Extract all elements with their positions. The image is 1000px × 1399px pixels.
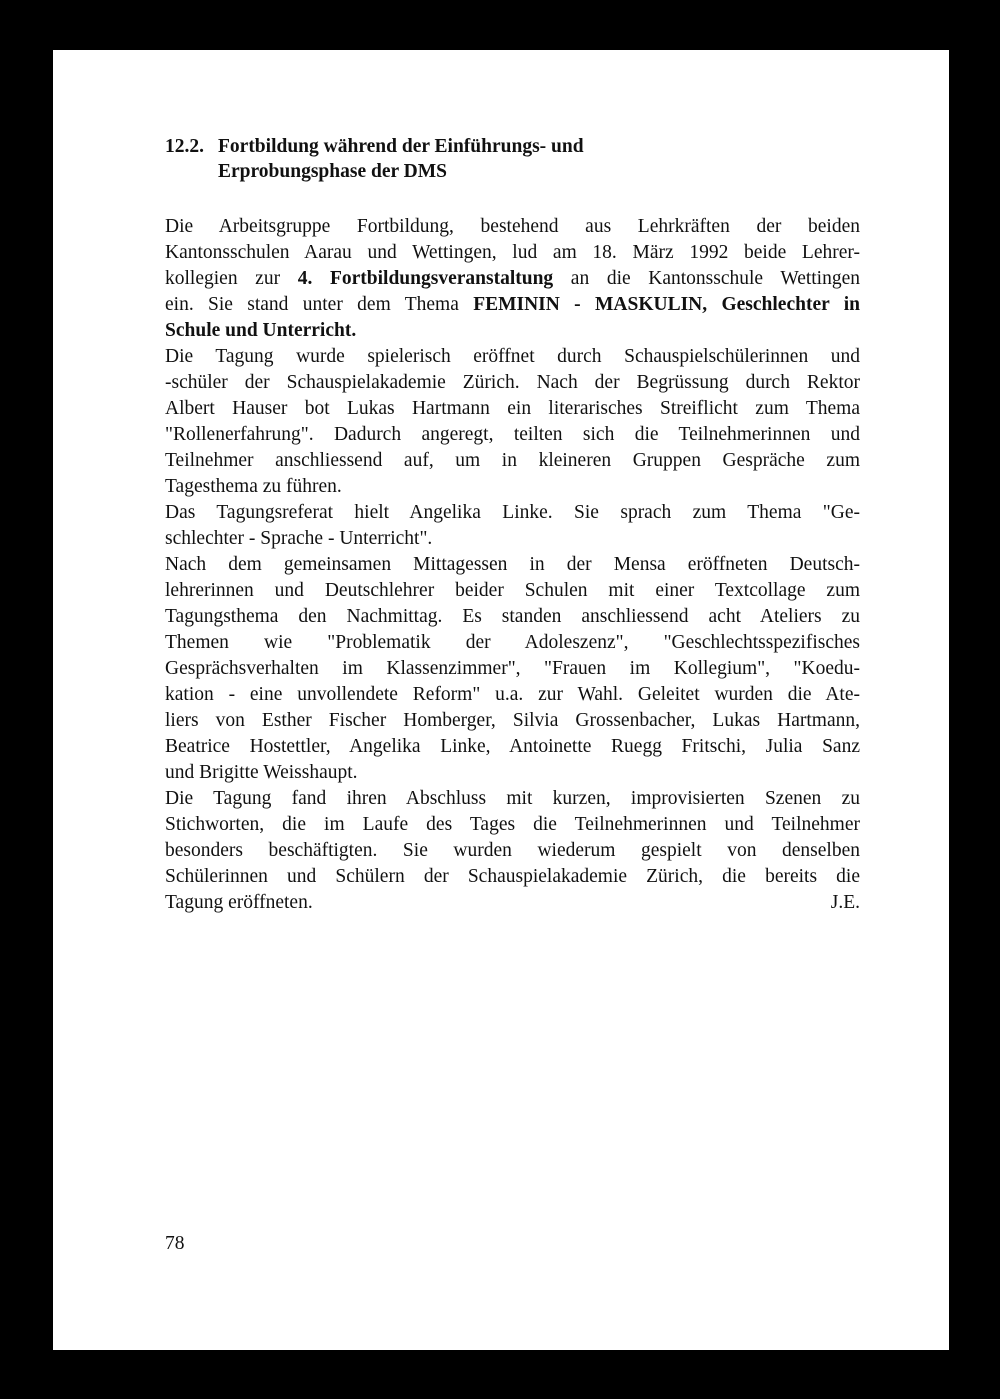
text-line: Tagesthema zu führen. xyxy=(165,476,342,497)
text-line: und Brigitte Weisshaupt. xyxy=(165,762,358,783)
text-line: lehrerinnen und Deutschlehrer beider Schulen mit einer Textcollage zum xyxy=(165,580,860,601)
text-line: Gesprächsverhalten im Klassenzimmer", "Frauen im Kollegium", "Koedu- xyxy=(165,658,860,679)
text-line: Teilnehmer anschliessend auf, um in kleineren Gruppen Gespräche zum xyxy=(165,450,860,471)
document-page xyxy=(53,50,949,1350)
text-line: Die Tagung wurde spielerisch eröffnet durch Schauspielschülerinnen und xyxy=(165,346,860,367)
section-number: 12.2. xyxy=(165,136,204,157)
text-line: Schülerinnen und Schülern der Schauspielakademie Zürich, die bereits die xyxy=(165,866,860,887)
text-line: kation - eine unvollendete Reform" u.a. zur Wahl. Geleitet wurden die Ate- xyxy=(165,684,860,705)
text-line: Beatrice Hostettler, Angelika Linke, Antoinette Ruegg Fritschi, Julia Sanz xyxy=(165,736,860,757)
text-line xyxy=(165,266,860,292)
text-line: Themen wie "Problematik der Adoleszenz", "Geschlechtsspezifisches xyxy=(165,632,860,653)
text-line: Die Tagung fand ihren Abschluss mit kurzen, improvisierten Szenen zu xyxy=(165,788,860,809)
text-line: Albert Hauser bot Lukas Hartmann ein literarisches Streiflicht zum Thema xyxy=(165,398,860,419)
theme-title-cont: Schule und Unterricht. xyxy=(165,320,357,341)
text-run: Tagung eröffneten. xyxy=(165,892,313,913)
text-line: schlechter - Sprache - Unterricht". xyxy=(165,528,433,549)
text-line: "Rollenerfahrung". Dadurch angeregt, teilten sich die Teilnehmerinnen und xyxy=(165,424,860,445)
page-number: 78 xyxy=(165,1233,185,1254)
text-line xyxy=(165,292,860,318)
text-line: -schüler der Schauspielakademie Zürich. Nach der Begrüssung durch Rektor xyxy=(165,372,860,393)
text-line: Nach dem gemeinsamen Mittagessen in der Mensa eröffneten Deutsch- xyxy=(165,554,860,575)
text-line: Kantonsschulen Aarau und Wettingen, lud am 18. März 1992 beide Lehrer- xyxy=(165,242,860,263)
text-run: an die Kantonsschule Wettingen xyxy=(553,268,861,289)
text-run: kollegien zur xyxy=(165,268,298,289)
text-line: Das Tagungsreferat hielt Angelika Linke. Sie sprach zum Thema "Ge- xyxy=(165,502,860,523)
text-run: ein. Sie stand unter dem Thema xyxy=(165,294,474,315)
text-line: Stichworten, die im Laufe des Tages die Teilnehmerinnen und Teilnehmer xyxy=(165,814,860,835)
section-title-line-1: Fortbildung während der Einführungs- und xyxy=(218,136,584,157)
section-heading xyxy=(165,134,765,184)
text-line: besonders beschäftigten. Sie wurden wiederum gespielt von denselben xyxy=(165,840,860,861)
text-line: liers von Esther Fischer Homberger, Silvia Grossenbacher, Lukas Hartmann, xyxy=(165,710,860,731)
theme-title: FEMININ - MASKULIN, Geschlechter in xyxy=(473,294,860,315)
event-title: 4. Fortbildungsveranstaltung xyxy=(297,268,554,289)
section-title-line-2: Erprobungsphase der DMS xyxy=(218,161,448,182)
text-line: Tagungsthema den Nachmittag. Es standen anschliessend acht Ateliers zu xyxy=(165,606,860,627)
text-line: Die Arbeitsgruppe Fortbildung, bestehend aus Lehrkräften der beiden xyxy=(165,216,860,237)
text-line xyxy=(165,318,860,344)
body-text xyxy=(165,214,860,916)
text-line xyxy=(165,890,860,916)
author-initials: J.E. xyxy=(830,892,860,913)
